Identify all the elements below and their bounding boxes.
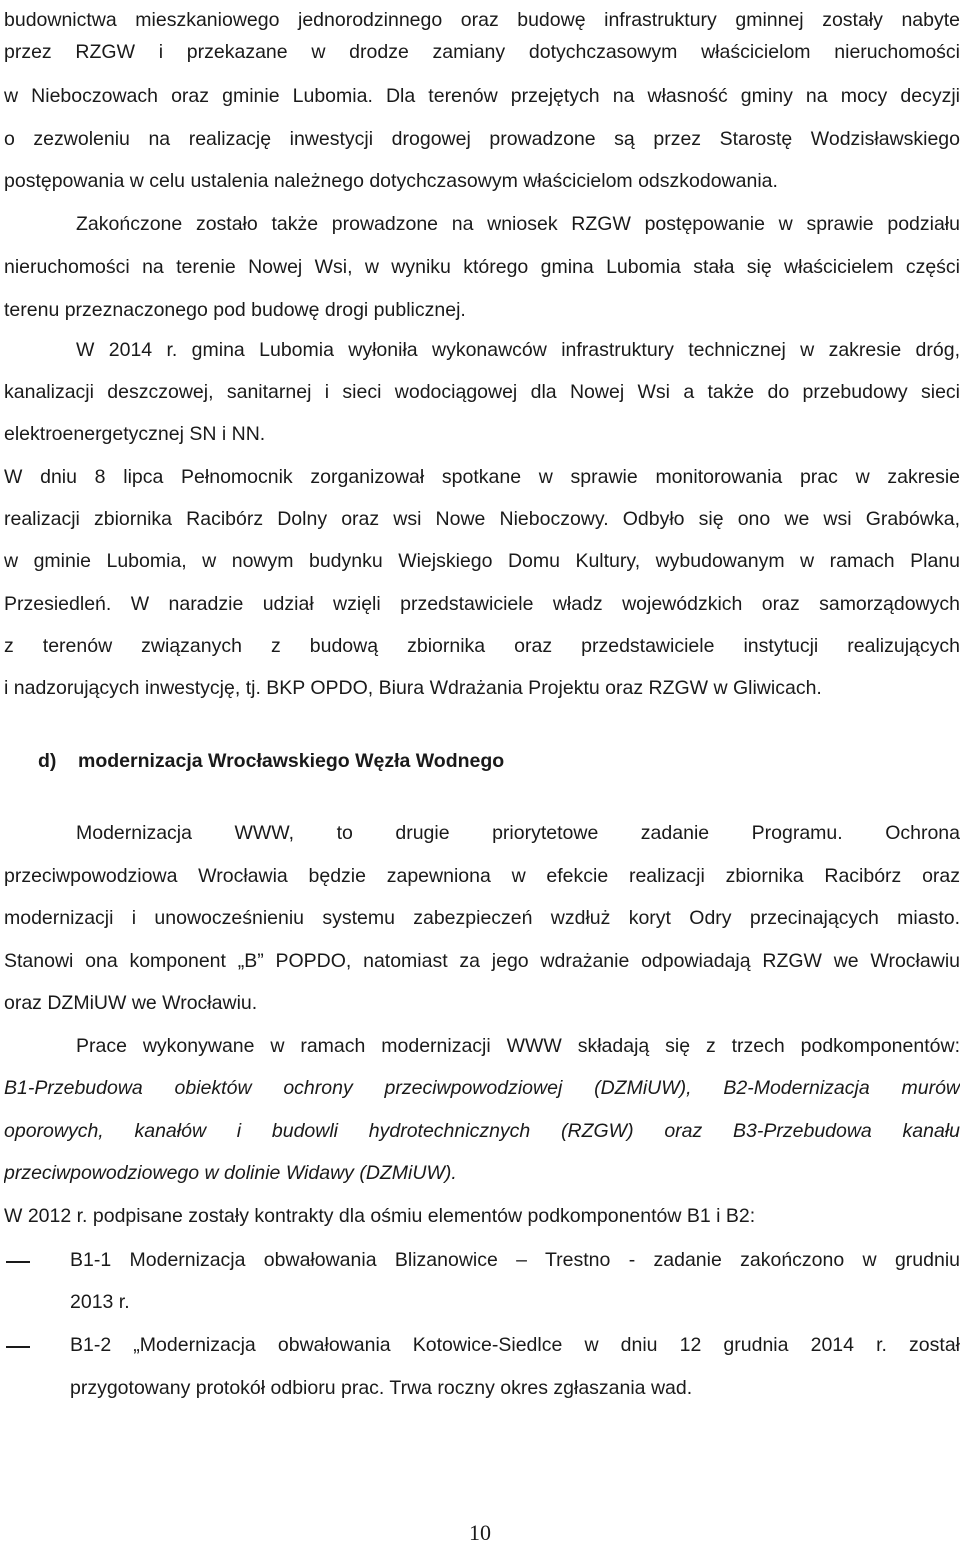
section-heading-text: modernizacja Wrocławskiego Węzła Wodnego bbox=[78, 750, 505, 772]
dash-bullet-icon bbox=[6, 1346, 30, 1348]
paragraph-line: W 2012 r. podpisane zostały kontrakty dla ośmiu elementów podkomponentów B1 i B2: bbox=[4, 1205, 756, 1227]
paragraph-line: w Nieboczowach oraz gminie Lubomia. Dla terenów przejętych na własność gminy na mocy decyzji bbox=[4, 85, 960, 107]
paragraph-line: terenu przeznaczonego pod budowę drogi publicznej. bbox=[4, 299, 466, 321]
dash-bullet-icon bbox=[6, 1261, 30, 1263]
paragraph-line-italic: B1-Przebudowa obiektów ochrony przeciwpowodziowej (DZMiUW), B2-Modernizacja murów bbox=[4, 1077, 960, 1099]
page-number: 10 bbox=[469, 1520, 491, 1545]
paragraph-line: Przesiedleń. W naradzie udział wzięli przedstawiciele władz wojewódzkich oraz samorządowych bbox=[4, 593, 960, 615]
paragraph-line: Zakończone zostało także prowadzone na wniosek RZGW postępowanie w sprawie podziału bbox=[76, 213, 960, 235]
paragraph-line: realizacji zbiornika Racibórz Dolny oraz wsi Nowe Nieboczowy. Odbyło się ono we wsi Grabówka, bbox=[4, 508, 960, 530]
paragraph-line: oraz DZMiUW we Wrocławiu. bbox=[4, 992, 258, 1014]
paragraph-line: modernizacji i unowocześnieniu systemu zabezpieczeń wzdłuż koryt Odry przecinających miasto. bbox=[4, 907, 960, 929]
paragraph-line-italic: przeciwpowodziowego w dolinie Widawy (DZMiUW). bbox=[4, 1162, 457, 1184]
paragraph-line: z terenów związanych z budową zbiornika oraz przedstawiciele instytucji realizujących bbox=[4, 635, 960, 657]
paragraph-line: kanalizacji deszczowej, sanitarnej i sieci wodociągowej dla Nowej Wsi a także do przebudowy sieci bbox=[4, 381, 960, 403]
paragraph-line-italic: oporowych, kanałów i budowli hydrotechnicznych (RZGW) oraz B3-Przebudowa kanału bbox=[4, 1120, 960, 1142]
paragraph-line: nieruchomości na terenie Nowej Wsi, w wyniku którego gmina Lubomia stała się właścicielem części bbox=[4, 256, 960, 278]
paragraph-line: postępowania w celu ustalenia należnego dotychczasowym właścicielom odszkodowania. bbox=[4, 170, 778, 192]
paragraph-line: i nadzorujących inwestycję, tj. BKP OPDO, Biura Wdrażania Projektu oraz RZGW w Gliwicach. bbox=[4, 677, 822, 699]
paragraph-line: przez RZGW i przekazane w drodze zamiany dotychczasowym właścicielom nieruchomości bbox=[4, 41, 960, 63]
paragraph-line: budownictwa mieszkaniowego jednorodzinnego oraz budowę infrastruktury gminnej zostały nabyte bbox=[4, 9, 960, 31]
list-item-line: B1-2 „Modernizacja obwałowania Kotowice-Siedlce w dniu 12 grudnia 2014 r. został bbox=[70, 1334, 960, 1356]
paragraph-line: W dniu 8 lipca Pełnomocnik zorganizował spotkane w sprawie monitorowania prac w zakresie bbox=[4, 466, 960, 488]
paragraph-line: Modernizacja WWW, to drugie priorytetowe zadanie Programu. Ochrona bbox=[76, 822, 960, 844]
list-item-line: B1-1 Modernizacja obwałowania Blizanowice – Trestno - zadanie zakończono w grudniu bbox=[70, 1249, 960, 1271]
paragraph-line: elektroenergetycznej SN i NN. bbox=[4, 423, 266, 445]
paragraph-line: W 2014 r. gmina Lubomia wyłoniła wykonawców infrastruktury technicznej w zakresie dróg, bbox=[76, 339, 960, 361]
section-heading bbox=[38, 741, 504, 781]
section-heading-label: d) bbox=[38, 750, 57, 772]
paragraph-line: o zezwoleniu na realizację inwestycji drogowej prowadzone są przez Starostę Wodzisławskiego bbox=[4, 128, 960, 150]
list-item-line: 2013 r. bbox=[70, 1291, 130, 1313]
paragraph-line: Stanowi ona komponent „B” POPDO, natomiast za jego wdrażanie odpowiadają RZGW we Wrocławiu bbox=[4, 950, 960, 972]
paragraph-line: przeciwpowodziowa Wrocławia będzie zapewniona w efekcie realizacji zbiornika Racibórz oraz bbox=[4, 865, 960, 887]
paragraph-line: w gminie Lubomia, w nowym budynku Wiejskiego Domu Kultury, wybudowanym w ramach Planu bbox=[4, 550, 960, 572]
list-item-line: przygotowany protokół odbioru prac. Trwa roczny okres zgłaszania wad. bbox=[70, 1377, 693, 1399]
paragraph-line: Prace wykonywane w ramach modernizacji WWW składają się z trzech podkomponentów: bbox=[76, 1035, 960, 1057]
